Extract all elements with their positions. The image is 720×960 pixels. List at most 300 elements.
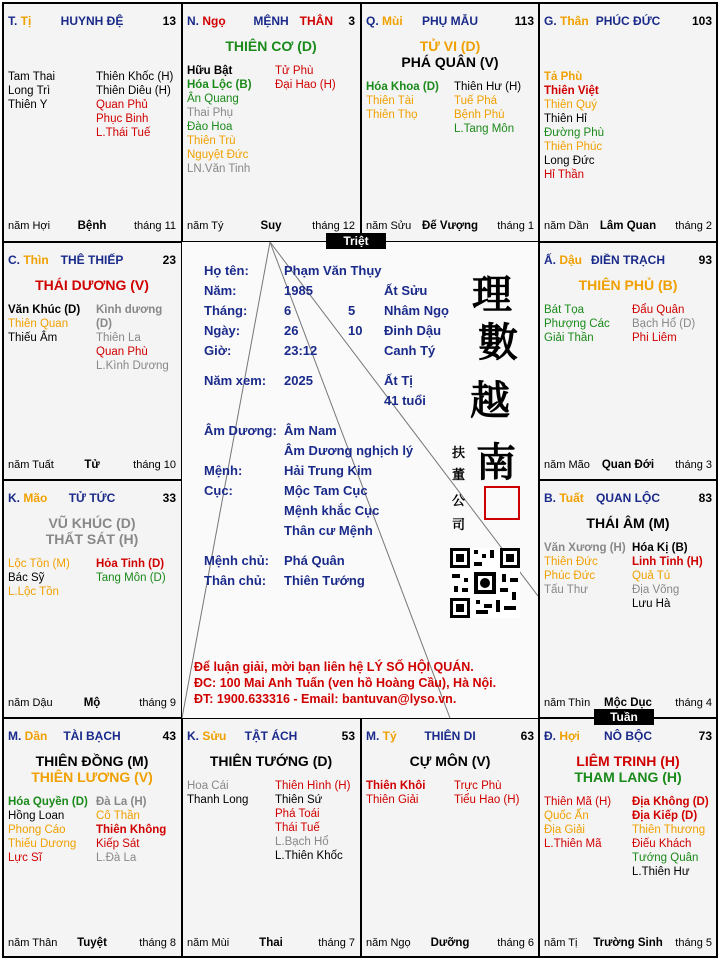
- tuan-tag: Tuần: [594, 709, 654, 725]
- am-duong-label: Âm Dương:: [204, 423, 277, 438]
- minor-star: Phong Cáo: [8, 824, 66, 836]
- palace-branch: [366, 729, 397, 743]
- main-star: THIÊN ĐỒNG (M): [35, 753, 149, 769]
- palace-branch-name: Thân: [560, 14, 589, 28]
- palace-year: năm Thân: [8, 937, 58, 949]
- palace-number: 73: [698, 729, 712, 743]
- qr-code[interactable]: [450, 548, 520, 618]
- main-star: THIÊN LƯƠNG (V): [31, 769, 153, 785]
- palace-year: năm Dần: [544, 220, 589, 232]
- minor-star: L.Kình Dương: [96, 360, 169, 372]
- minor-star: Văn Khúc (D): [8, 304, 81, 316]
- minor-star: Lực Sĩ: [8, 852, 42, 864]
- gio-label: Giờ:: [204, 343, 232, 358]
- minor-star: Phi Liêm: [632, 332, 677, 344]
- minor-star: L.Thiên Khốc: [275, 850, 343, 862]
- palace-month: tháng 10: [133, 459, 176, 471]
- palace-month: tháng 11: [133, 220, 176, 232]
- minor-star: Thiên Thọ: [366, 109, 418, 121]
- ho-ten-label: Họ tên:: [204, 263, 249, 278]
- minor-star: Bát Tọa: [544, 304, 585, 316]
- palace-header: [544, 14, 712, 30]
- palace-stem: Ấ.: [544, 253, 560, 267]
- palace-number: 33: [162, 491, 176, 505]
- palace-branch-name: Mùi: [382, 14, 403, 28]
- minor-star: Thanh Long: [187, 794, 249, 806]
- minor-stars-right: [96, 70, 173, 140]
- palace-footer: [8, 697, 176, 711]
- minor-star: Bạch Hổ (D): [632, 318, 696, 330]
- red-seal-stamp: [484, 486, 520, 520]
- palace-branch: [544, 14, 589, 28]
- palace-month: tháng 6: [497, 937, 534, 949]
- palace-ty: [362, 719, 538, 957]
- main-star: THIÊN CƠ (D): [225, 38, 317, 54]
- menh-chu-value: Phá Quân: [284, 553, 345, 568]
- minor-star: Tiểu Hao (H): [454, 794, 520, 806]
- minor-star: Tả Phù: [544, 71, 583, 83]
- minor-star: Hóa Khoa (D): [366, 81, 439, 93]
- palace-dau: [540, 243, 716, 479]
- life-stage: Lâm Quan: [599, 220, 657, 232]
- minor-star: Thiên Quý: [544, 99, 598, 111]
- palace-month: tháng 5: [675, 937, 712, 949]
- minor-stars-right: [96, 303, 180, 373]
- gio-can: Canh Tý: [384, 343, 436, 358]
- ngay-label: Ngày:: [204, 323, 241, 338]
- life-stage: Tuyệt: [77, 937, 107, 949]
- minor-stars-right: [632, 303, 695, 345]
- minor-star: L.Bạch Hổ: [275, 836, 329, 848]
- ngay-am: 10: [348, 323, 363, 338]
- palace-month: tháng 2: [675, 220, 712, 232]
- minor-star: Thiên La: [96, 332, 141, 344]
- brand-char-3: 越: [470, 377, 510, 424]
- minor-star: Linh Tinh (H): [632, 556, 703, 568]
- palace-mui: [362, 4, 538, 240]
- minor-star: Thiếu Dương: [8, 838, 77, 850]
- palace-stem: C.: [8, 253, 24, 267]
- palace-year: năm Dậu: [8, 697, 53, 709]
- minor-star: Thiên Mã (H): [544, 796, 612, 808]
- minor-star: Hóa Kị (B): [632, 542, 688, 554]
- minor-star: Thiên Hình (H): [275, 780, 351, 792]
- minor-star: Phá Toái: [275, 808, 320, 820]
- palace-month: tháng 3: [675, 459, 712, 471]
- minor-star: Bác Sỹ: [8, 572, 45, 584]
- brand-side-1: 扶: [452, 446, 466, 461]
- palace-footer: [366, 937, 534, 951]
- brand-char-1: 理: [472, 271, 512, 318]
- minor-star: Địa Giải: [544, 824, 585, 836]
- palace-branch: [8, 14, 31, 28]
- thang-am: 5: [348, 303, 356, 318]
- main-star: THAM LANG (H): [574, 769, 682, 785]
- palace-branch-name: Thìn: [23, 253, 49, 267]
- palace-name: NÔ BỘC: [604, 729, 652, 743]
- life-stage: Suy: [260, 220, 282, 232]
- minor-star: Tang Môn (D): [96, 572, 166, 584]
- palace-footer: [544, 697, 712, 711]
- palace-month: tháng 4: [675, 697, 712, 709]
- main-star: LIÊM TRINH (H): [576, 753, 680, 769]
- main-star: THIÊN PHỦ (B): [578, 277, 678, 293]
- palace-branch-name: Ngọ: [202, 14, 226, 28]
- than-marker: THÂN: [299, 14, 333, 28]
- minor-star: Lưu Hà: [632, 598, 671, 610]
- palace-branch-name: Dần: [24, 729, 48, 743]
- minor-star: Thiên Khôi: [366, 780, 426, 792]
- minor-star: Ân Quang: [187, 93, 239, 105]
- palace-header: [544, 729, 712, 745]
- palace-number: 43: [162, 729, 176, 743]
- minor-star: Thiên Việt: [544, 85, 599, 97]
- palace-branch: [8, 491, 47, 505]
- palace-header: [8, 14, 176, 30]
- minor-star: Văn Xương (H): [544, 542, 626, 554]
- palace-header: [366, 14, 534, 30]
- minor-star: Quan Phù: [96, 346, 148, 358]
- minor-stars-left: [8, 70, 55, 112]
- than-chu-label: Thân chủ:: [204, 573, 267, 588]
- minor-star: Thiên Y: [8, 99, 48, 111]
- palace-header: [366, 729, 534, 745]
- nam-xem-label: Năm xem:: [204, 373, 267, 388]
- ho-ten-value: Phạm Văn Thụy: [284, 263, 382, 278]
- minor-stars-left: [187, 779, 248, 807]
- palace-than: [540, 4, 716, 240]
- minor-star: Hoa Cái: [187, 780, 229, 792]
- minor-star: Nguyệt Đức: [187, 149, 249, 161]
- main-star: THÁI DƯƠNG (V): [35, 277, 149, 293]
- palace-header: [187, 14, 355, 30]
- palace-name: QUAN LỘC: [596, 491, 660, 505]
- palace-ti: [4, 4, 180, 240]
- palace-footer: [8, 220, 176, 234]
- palace-branch: [366, 14, 403, 28]
- minor-star: Quốc Ấn: [544, 810, 589, 822]
- minor-star: Giải Thần: [544, 332, 594, 344]
- minor-star: Địa Kiếp (D): [632, 810, 698, 822]
- palace-number: 113: [514, 14, 534, 28]
- palace-month: tháng 12: [312, 220, 355, 232]
- contact-line-3: ĐT: 1900.633316 - Email: bantuvan@lyso.vn.: [194, 692, 457, 706]
- minor-stars-left: [366, 80, 439, 122]
- palace-hoi: [540, 719, 716, 957]
- palace-month: tháng 7: [318, 937, 355, 949]
- am-duong-note: Âm Dương nghịch lý: [284, 443, 414, 458]
- minor-stars-left: [8, 303, 80, 345]
- minor-star: Thiên Giải: [366, 794, 419, 806]
- palace-stem: K.: [187, 729, 203, 743]
- palace-branch: [8, 729, 47, 743]
- palace-branch: [544, 729, 580, 743]
- minor-star: Kình dương (D): [96, 304, 163, 330]
- palace-name: MỆNH: [253, 14, 289, 28]
- palace-footer: [544, 459, 712, 473]
- palace-year: năm Mùi: [187, 937, 230, 949]
- palace-name: HUYNH ĐỆ: [60, 14, 124, 28]
- nam-xem-can: Ất Tị: [384, 373, 413, 388]
- minor-star: Lộc Tồn (M): [8, 558, 70, 570]
- palace-branch-name: Dậu: [559, 253, 583, 267]
- minor-star: Thiếu Âm: [8, 332, 58, 344]
- minor-star: Hỉ Thần: [544, 169, 585, 181]
- minor-star: Tam Thai: [8, 71, 56, 83]
- minor-star: Đại Hao (H): [275, 79, 336, 91]
- minor-stars-left: [544, 70, 604, 182]
- palace-year: năm Ngọ: [366, 937, 411, 949]
- brand-side-2: 董: [452, 468, 466, 483]
- palace-header: [8, 253, 176, 269]
- minor-star: Phúc Đức: [544, 570, 596, 582]
- minor-stars-right: [632, 541, 703, 611]
- minor-star: Thiên Diêu (H): [96, 85, 171, 97]
- minor-stars-right: [275, 64, 336, 92]
- minor-stars-left: [8, 795, 88, 865]
- palace-tuat: [540, 481, 716, 717]
- main-star: THẤT SÁT (H): [45, 531, 139, 547]
- life-stage: Bệnh: [77, 220, 107, 232]
- palace-name: PHỤ MẪU: [422, 14, 478, 28]
- minor-stars-left: [544, 541, 626, 597]
- minor-star: Tấu Thư: [544, 584, 588, 596]
- tuoi-value: 41 tuổi: [384, 393, 426, 408]
- palace-stem: Q.: [366, 14, 383, 28]
- life-stage: Đế Vượng: [421, 220, 479, 232]
- palace-header: [544, 491, 712, 507]
- life-stage: Mộ: [83, 697, 101, 709]
- palace-branch: [544, 253, 582, 267]
- minor-star: Hóa Lộc (B): [187, 79, 252, 91]
- minor-star: Địa Võng: [632, 584, 680, 596]
- minor-star: Phượng Các: [544, 318, 610, 330]
- minor-star: Thiên Trù: [187, 135, 236, 147]
- minor-stars-left: [187, 64, 252, 176]
- minor-star: Thiên Thương: [632, 824, 706, 836]
- palace-header: [187, 729, 355, 745]
- menh-value: Hải Trung Kim: [284, 463, 373, 478]
- palace-branch-name: Mão: [23, 491, 48, 505]
- minor-star: Long Đức: [544, 155, 595, 167]
- nam-value: 1985: [284, 283, 313, 298]
- palace-month: tháng 8: [139, 937, 176, 949]
- palace-footer: [187, 220, 355, 234]
- palace-stem: M.: [8, 729, 25, 743]
- minor-star: Thiên Không: [96, 824, 167, 836]
- palace-header: [8, 729, 176, 745]
- cuc-value: Mộc Tam Cục: [284, 483, 368, 498]
- ngay-duong: 26: [284, 323, 299, 338]
- life-stage: Trường Sinh: [593, 937, 663, 949]
- minor-star: Hỏa Tinh (D): [96, 558, 165, 570]
- minor-star: L.Lộc Tồn: [8, 586, 59, 598]
- minor-star: L.Thiên Mã: [544, 838, 602, 850]
- palace-number: 53: [341, 729, 355, 743]
- minor-star: Thiên Phúc: [544, 141, 603, 153]
- minor-star: Thiên Quan: [8, 318, 69, 330]
- palace-name: THIÊN DI: [424, 729, 476, 743]
- minor-stars-right: [96, 795, 166, 865]
- minor-star: L.Tang Môn: [454, 123, 515, 135]
- palace-month: tháng 1: [497, 220, 534, 232]
- minor-star: Đường Phù: [544, 127, 604, 139]
- minor-star: Thiên Hỉ: [544, 113, 587, 125]
- palace-branch-name: Tị: [20, 14, 32, 28]
- main-star: THÁI ÂM (M): [586, 515, 670, 531]
- palace-name: ĐIỀN TRẠCH: [591, 253, 665, 267]
- palace-number: 3: [348, 14, 355, 28]
- palace-year: năm Tý: [187, 220, 224, 232]
- brand-char-4: 南: [476, 439, 516, 486]
- minor-star: Hóa Quyền (D): [8, 796, 88, 808]
- palace-number: 83: [698, 491, 712, 505]
- minor-star: Thái Tuế: [275, 822, 320, 834]
- palace-suu: [183, 719, 359, 957]
- minor-star: Đà La (H): [96, 796, 147, 808]
- minor-star: Địa Không (D): [632, 796, 709, 808]
- palace-year: năm Tị: [544, 937, 578, 949]
- minor-star: L.Đà La: [96, 852, 137, 864]
- cuc-label: Cục:: [204, 483, 233, 498]
- palace-number: 103: [691, 14, 712, 28]
- palace-branch: [8, 253, 49, 267]
- palace-year: năm Thìn: [544, 697, 591, 709]
- gio-value: 23:12: [284, 343, 318, 358]
- palace-name: TÀI BẠCH: [63, 729, 121, 743]
- minor-star: Long Trì: [8, 85, 51, 97]
- minor-star: L.Thái Tuế: [96, 127, 151, 139]
- palace-name: TỬ TỨC: [68, 491, 116, 505]
- minor-stars-left: [366, 779, 425, 807]
- minor-star: Đào Hoa: [187, 121, 233, 133]
- minor-stars-right: [454, 80, 521, 136]
- nam-xem-value: 2025: [284, 373, 313, 388]
- life-stage: Dưỡng: [430, 937, 470, 949]
- palace-stem: T.: [8, 14, 21, 28]
- palace-year: năm Sửu: [366, 220, 412, 232]
- palace-footer: [187, 937, 355, 951]
- palace-header: [8, 491, 176, 507]
- main-star: THIÊN TƯỚNG (D): [209, 753, 333, 769]
- palace-number: 93: [698, 253, 712, 267]
- minor-star: Thiên Đức: [544, 556, 598, 568]
- minor-stars-right: [275, 779, 350, 863]
- minor-star: Thai Phụ: [187, 107, 234, 119]
- minor-stars-right: [632, 795, 709, 879]
- minor-star: Hồng Loan: [8, 810, 65, 822]
- palace-stem: N.: [187, 14, 203, 28]
- triet-tag: Triệt: [326, 233, 386, 249]
- minor-star: Tử Phù: [275, 65, 314, 77]
- palace-header: [544, 253, 712, 269]
- am-duong-value: Âm Nam: [284, 423, 337, 438]
- palace-year: năm Hợi: [8, 220, 51, 232]
- minor-star: Kiếp Sát: [96, 838, 140, 850]
- palace-footer: [544, 220, 712, 234]
- brand-side-3: 公: [452, 494, 466, 509]
- minor-star: L.Thiên Hư: [632, 866, 690, 878]
- minor-star: Đẩu Quân: [632, 304, 685, 316]
- palace-branch-name: Sửu: [202, 729, 227, 743]
- minor-stars-left: [8, 557, 70, 599]
- palace-dan: [4, 719, 180, 957]
- minor-stars-right: [454, 779, 519, 807]
- palace-mao: [4, 481, 180, 717]
- palace-number: 23: [162, 253, 176, 267]
- minor-star: Điếu Khách: [632, 838, 692, 850]
- ngay-can: Đinh Dậu: [384, 323, 442, 338]
- thang-can: Nhâm Ngọ: [384, 303, 449, 318]
- thang-label: Tháng:: [204, 303, 248, 318]
- brand-side-4: 司: [452, 518, 466, 533]
- contact-line-1: Để luận giải, mời bạn liên hệ LÝ SỐ HỘI QUÁN.: [194, 660, 474, 674]
- than-cu-note: Thân cư Mệnh: [284, 523, 373, 538]
- palace-footer: [366, 220, 534, 234]
- palace-branch: [187, 14, 226, 28]
- qr-icon: [450, 548, 520, 618]
- minor-star: Thiên Khốc (H): [96, 71, 174, 83]
- minor-star: LN.Văn Tinh: [187, 163, 251, 175]
- minor-star: Quả Tú: [632, 570, 671, 582]
- menh-label: Mệnh:: [204, 463, 243, 478]
- minor-stars-right: [96, 557, 166, 585]
- main-star: CỰ MÔN (V): [409, 753, 491, 769]
- minor-star: Bệnh Phù: [454, 109, 505, 121]
- brand-char-2: 數: [478, 319, 518, 366]
- palace-stem: B.: [544, 491, 560, 505]
- minor-star: Thiên Tài: [366, 95, 414, 107]
- main-star: TỬ VI (D): [419, 38, 481, 54]
- palace-name: TẬT ÁCH: [244, 729, 298, 743]
- contact-line-2: ĐC: 100 Mai Anh Tuấn (ven hồ Hoàng Cầu), Hà Nội.: [194, 676, 497, 690]
- nam-can: Ất Sửu: [384, 283, 428, 298]
- minor-star: Thiên Sứ: [275, 794, 323, 806]
- palace-footer: [8, 459, 176, 473]
- life-stage: Quan Đới: [601, 459, 655, 471]
- palace-stem: G.: [544, 14, 561, 28]
- palace-stem: K.: [8, 491, 24, 505]
- palace-footer: [8, 937, 176, 951]
- minor-star: Tướng Quân: [632, 852, 699, 864]
- minor-star: Tuế Phá: [454, 95, 498, 107]
- than-chu-value: Thiên Tướng: [284, 573, 365, 588]
- life-stage: Mộc Dục: [604, 697, 652, 709]
- minor-star: Phục Binh: [96, 113, 149, 125]
- palace-ngo: [183, 4, 359, 240]
- menh-chu-label: Mệnh chủ:: [204, 553, 269, 568]
- palace-branch-name: Tuất: [559, 491, 584, 505]
- minor-star: Trực Phù: [454, 780, 502, 792]
- palace-year: năm Mão: [544, 459, 590, 471]
- life-stage: Thai: [259, 937, 283, 949]
- nam-label: Năm:: [204, 283, 237, 298]
- palace-branch-name: Hợi: [559, 729, 580, 743]
- palace-branch: [544, 491, 584, 505]
- palace-number: 13: [162, 14, 176, 28]
- palace-stem: Đ.: [544, 729, 560, 743]
- minor-star: Thiên Hư (H): [454, 81, 522, 93]
- palace-thin: [4, 243, 180, 479]
- palace-footer: [544, 937, 712, 951]
- palace-name: PHÚC ĐỨC: [595, 14, 661, 28]
- palace-branch-name: Tý: [382, 729, 397, 743]
- palace-number: 63: [520, 729, 534, 743]
- palace-stem: M.: [366, 729, 383, 743]
- minor-stars-left: [544, 795, 611, 851]
- minor-stars-left: [544, 303, 610, 345]
- palace-name: THÊ THIẾP: [60, 253, 124, 267]
